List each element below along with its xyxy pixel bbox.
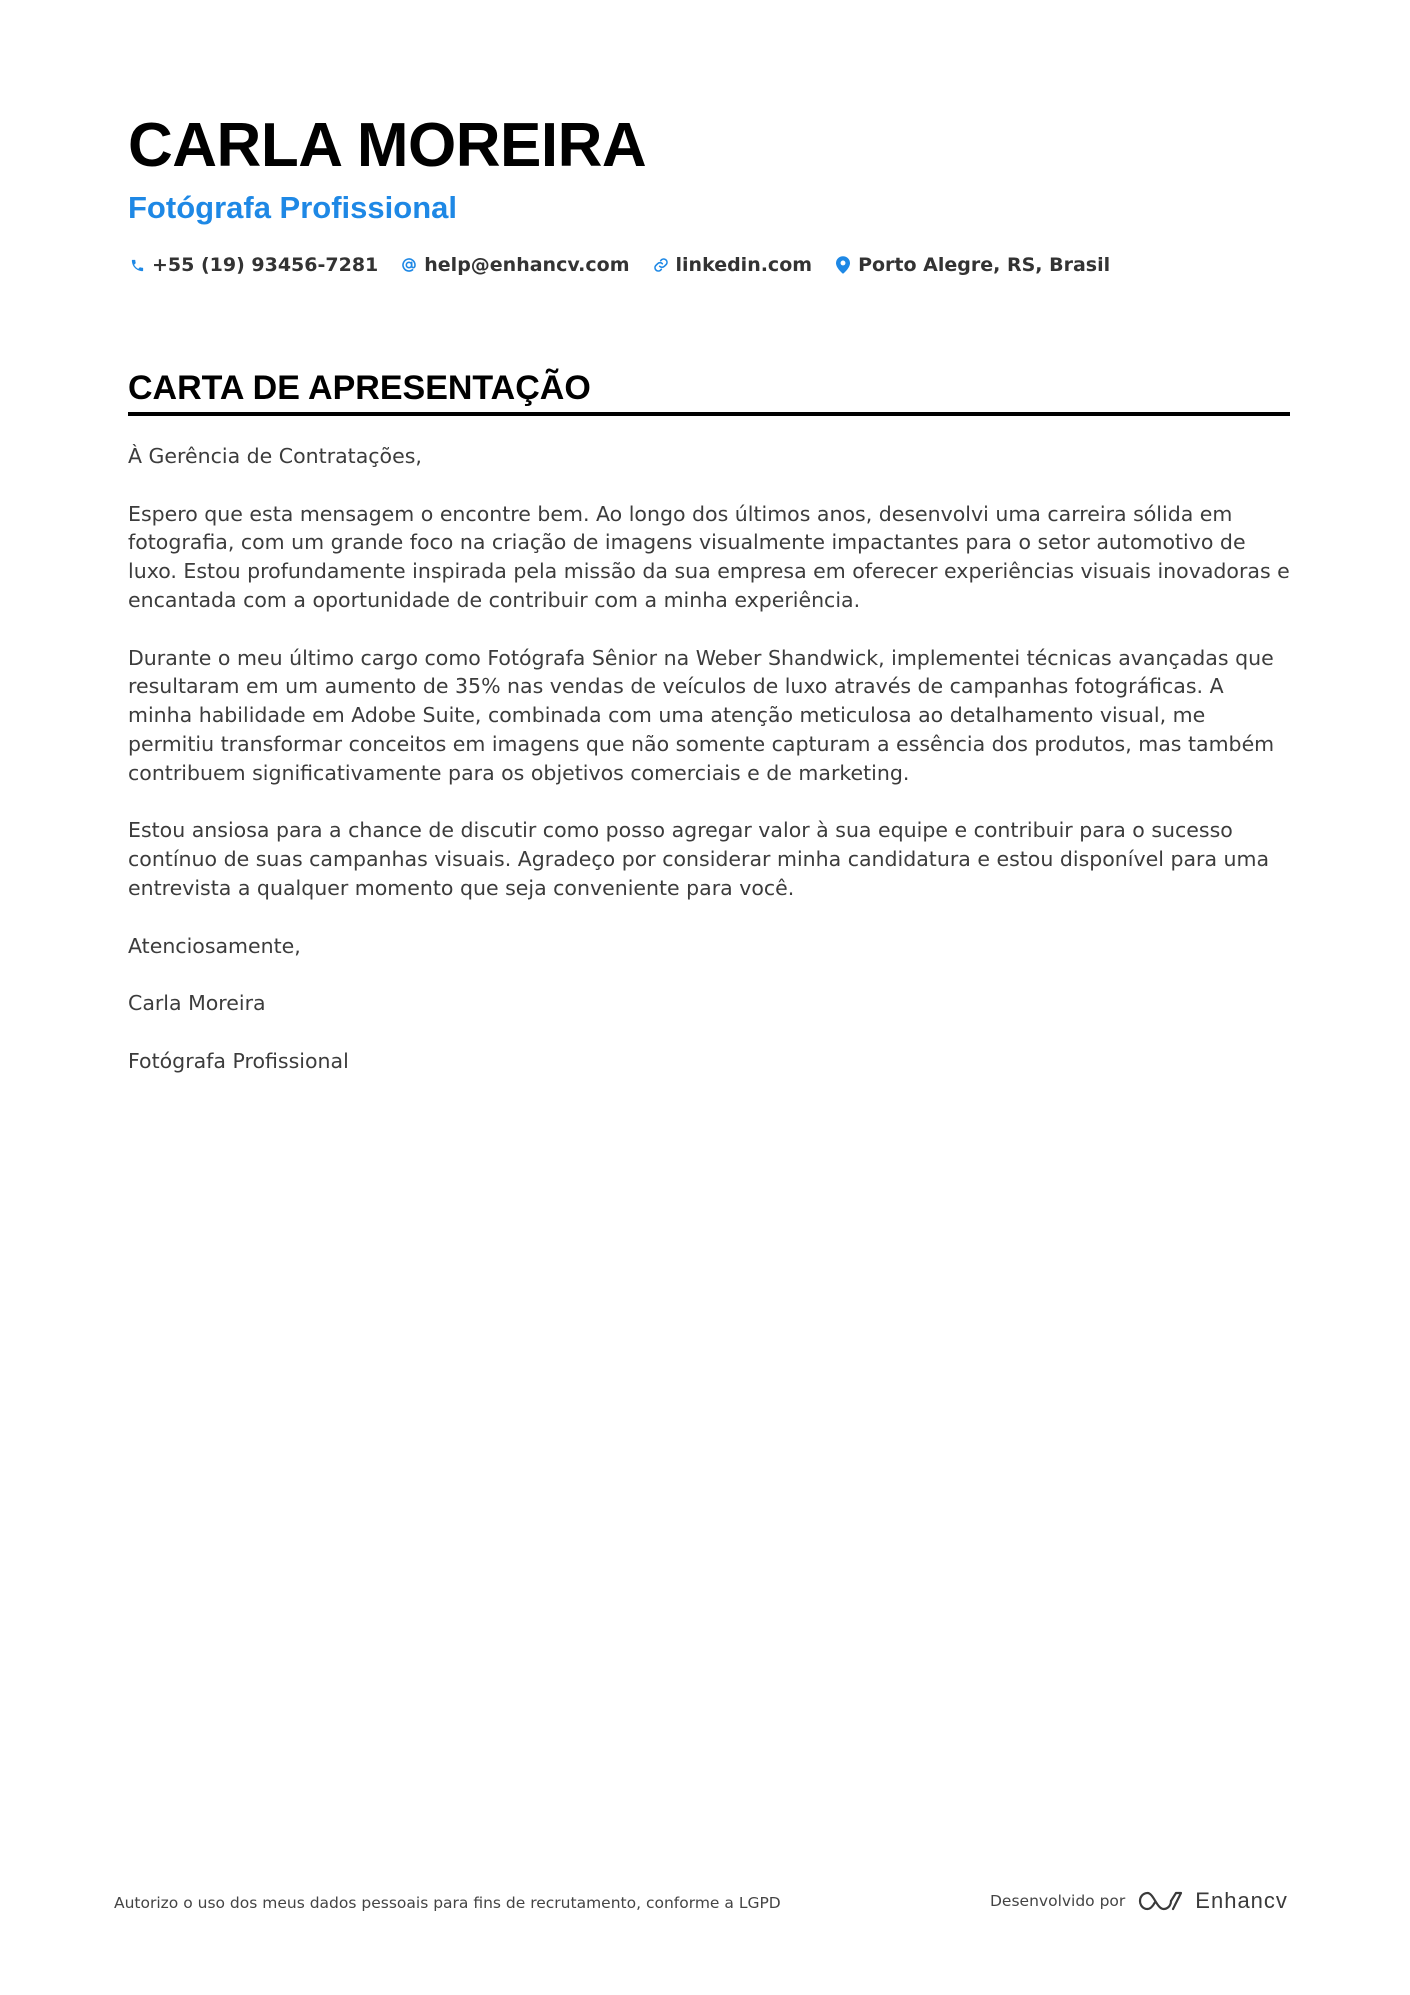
signature-title: Fotógrafa Profissional (128, 1048, 349, 1073)
powered-by-label: Desenvolvido por (990, 1892, 1126, 1910)
powered-by[interactable] (990, 1888, 1288, 1914)
phone-icon (128, 255, 146, 275)
letter-paragraph-3: Estou ansiosa para a chance de discutir como posso agregar valor à sua equipe e contribuir para o sucesso contínuo de suas campanhas visuais. Agradeço por considerar minha candidatura e estou disponível para uma entrevista a qualquer momento que seja conveniente para você. (128, 818, 1270, 900)
letter-greeting: À Gerência de Contratações, (128, 444, 422, 468)
link-icon (652, 255, 670, 275)
at-sign-icon (400, 255, 418, 275)
contact-phone (128, 254, 378, 276)
location-pin-icon (834, 255, 852, 275)
contact-linkedin[interactable] (652, 254, 813, 276)
signature-name: Carla Moreira (128, 991, 266, 1016)
section-title: CARTA DE APRESENTAÇÃO (128, 366, 1290, 416)
email-text[interactable]: help@enhancv.com (424, 254, 630, 276)
letter-closing: Atenciosamente, (128, 933, 301, 958)
linkedin-text[interactable]: linkedin.com (675, 254, 813, 276)
contact-email[interactable] (400, 254, 629, 276)
cover-letter-section (128, 366, 1290, 1104)
candidate-name: CARLA MOREIRA (128, 111, 647, 180)
lgpd-consent-note: Autorizo o uso dos meus dados pessoais para fins de recrutamento, conforme a LGPD (114, 1894, 781, 1912)
header (128, 108, 1290, 276)
candidate-role: Fotógrafa Profissional (128, 190, 457, 225)
letter-paragraph-1: Espero que esta mensagem o encontre bem. Ao longo dos últimos anos, desenvolvi uma carreira sólida em fotografia, com um grande foco na criação de imagens visualmente impactantes para o setor automotivo de luxo. Estou profundamente inspirada pela missão da sua empresa em oferecer experiências visuais inovadoras e encantada com a oportunidade de contribuir com a minha experiência. (128, 501, 1290, 612)
letter-body (128, 442, 1290, 1076)
contact-location (834, 254, 1110, 276)
phone-text: +55 (19) 93456-7281 (152, 254, 379, 276)
enhancv-brand-name[interactable]: Enhancv (1195, 1888, 1288, 1913)
letter-paragraph-2: Durante o meu último cargo como Fotógrafa Sênior na Weber Shandwick, implementei técnicas avançadas que resultaram em um aumento de 35% nas vendas de veículos de luxo através de campanhas fotográficas. A minha habilidade em Adobe Suite, combinada com uma atenção meticulosa ao detalhamento visual, me permitiu transformar conceitos em imagens que não somente capturam a essência dos produtos, mas também contribuem significativamente para os objetivos comerciais e de marketing. (128, 645, 1275, 785)
enhancv-logo-icon (1137, 1889, 1183, 1913)
contact-bar (128, 254, 1290, 276)
location-text: Porto Alegre, RS, Brasil (858, 254, 1111, 276)
